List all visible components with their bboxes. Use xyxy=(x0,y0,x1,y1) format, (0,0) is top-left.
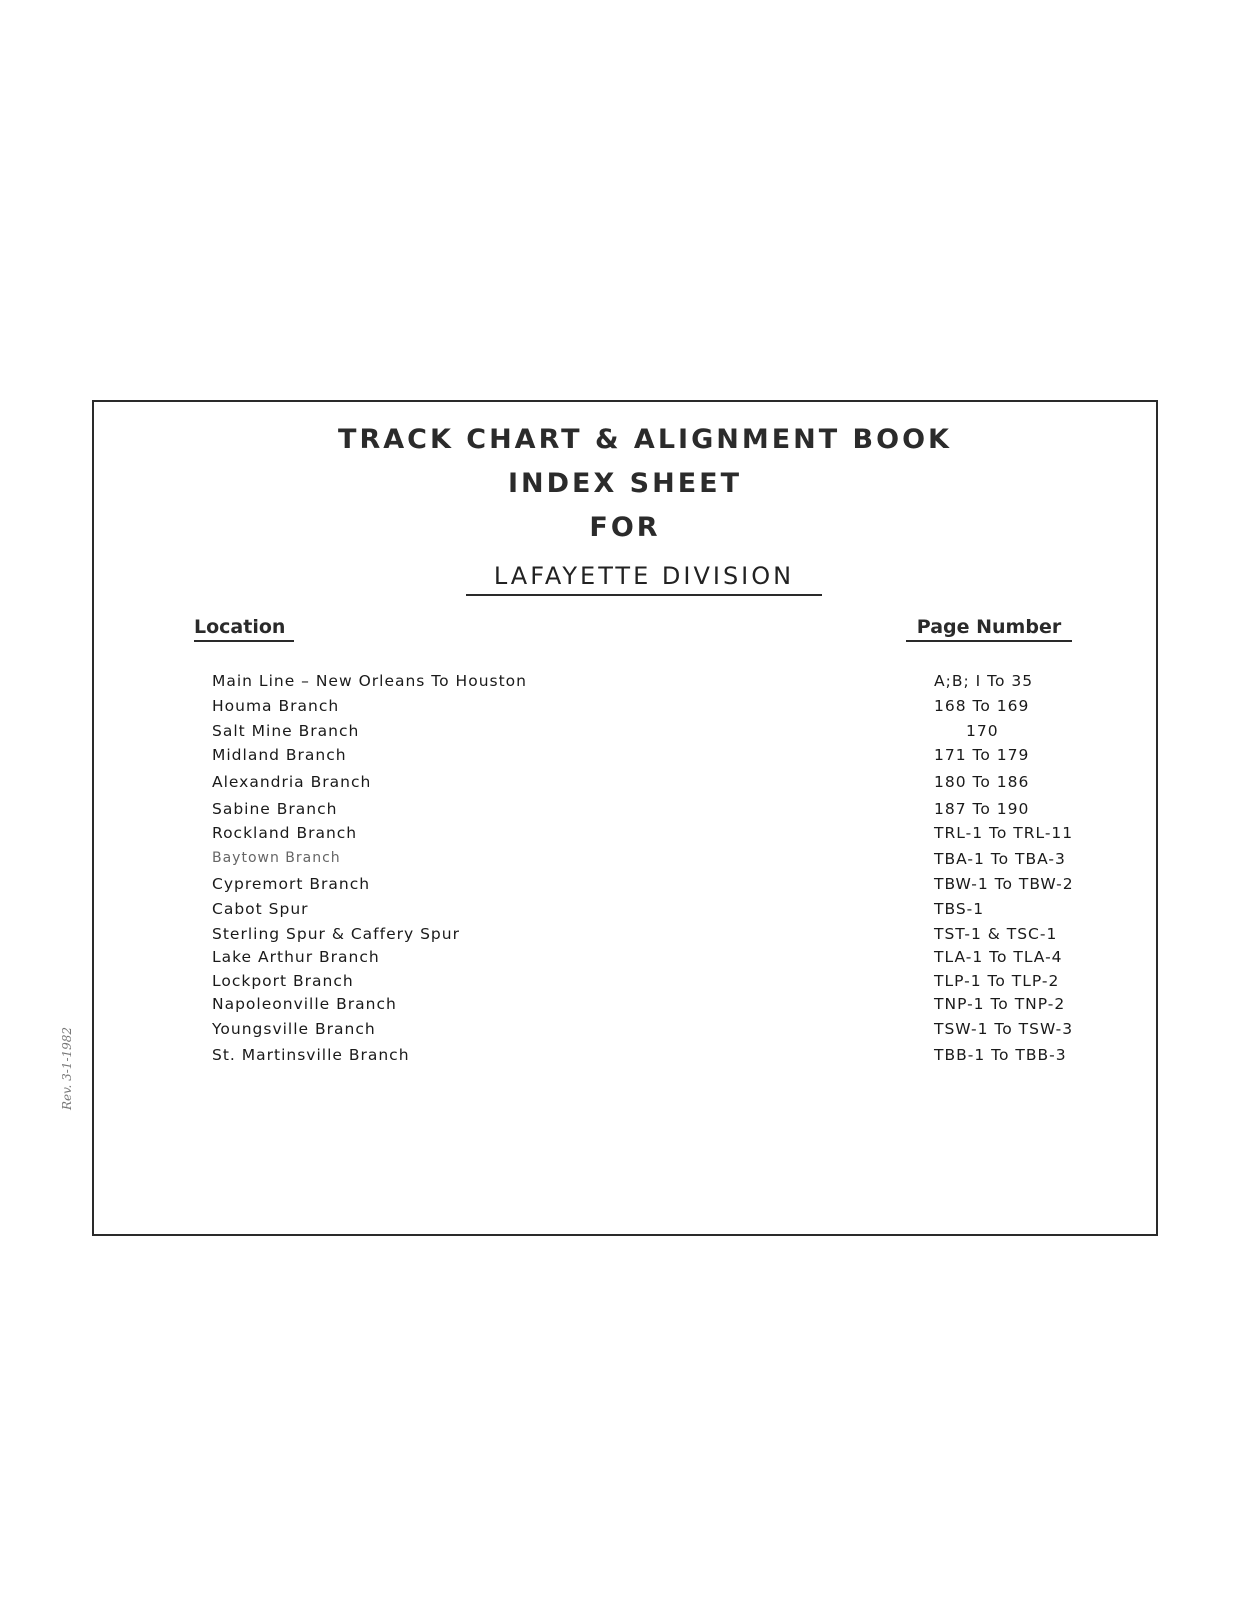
location-cell: Youngsville Branch xyxy=(212,1020,376,1038)
page-number-column-header: Page Number xyxy=(906,616,1072,642)
title-line-1: TRACK CHART & ALIGNMENT BOOK xyxy=(338,424,952,455)
page-cell: TST-1 & TSC-1 xyxy=(934,925,1058,943)
location-cell: Alexandria Branch xyxy=(212,773,372,791)
page-cell: TNP-1 To TNP-2 xyxy=(934,995,1066,1013)
location-cell: Salt Mine Branch xyxy=(212,722,360,740)
title-block xyxy=(94,418,1156,550)
table-row xyxy=(94,875,1156,899)
page-cell: TBW-1 To TBW-2 xyxy=(934,875,1074,893)
page-cell: A;B; I To 35 xyxy=(934,672,1034,690)
table-row xyxy=(94,948,1156,972)
page-cell: TLA-1 To TLA-4 xyxy=(934,948,1063,966)
location-cell: Midland Branch xyxy=(212,746,347,764)
division-name: LAFAYETTE DIVISION xyxy=(466,562,822,596)
title-line-2: INDEX SHEET xyxy=(507,468,743,499)
location-cell: Sabine Branch xyxy=(212,800,338,818)
location-cell: Cabot Spur xyxy=(212,900,309,918)
table-row xyxy=(94,697,1156,721)
revision-note: Rev. 3-1-1982 xyxy=(60,1026,74,1110)
location-column-header: Location xyxy=(194,616,294,642)
page-cell: TBA-1 To TBA-3 xyxy=(934,850,1066,868)
page-cell: 187 To 190 xyxy=(934,800,1030,818)
table-row xyxy=(94,972,1156,996)
location-cell: Lake Arthur Branch xyxy=(212,948,380,966)
location-cell: Houma Branch xyxy=(212,697,340,715)
table-row xyxy=(94,824,1156,848)
page-cell: 171 To 179 xyxy=(934,746,1030,764)
index-sheet-frame xyxy=(92,400,1158,1236)
table-row xyxy=(94,925,1156,949)
table-row xyxy=(94,773,1156,797)
page-cell: TLP-1 To TLP-2 xyxy=(934,972,1060,990)
table-row xyxy=(94,900,1156,924)
page-cell: 168 To 169 xyxy=(934,697,1030,715)
location-cell: Cypremort Branch xyxy=(212,875,371,893)
table-row xyxy=(94,722,1156,746)
table-row xyxy=(94,746,1156,770)
table-row xyxy=(94,1046,1156,1070)
location-cell: Main Line – New Orleans To Houston xyxy=(212,672,527,690)
page-cell: TRL-1 To TRL-11 xyxy=(934,824,1074,842)
page-cell: 180 To 186 xyxy=(934,773,1030,791)
location-cell: Baytown Branch xyxy=(212,850,341,866)
table-row xyxy=(94,995,1156,1019)
location-cell: Napoleonville Branch xyxy=(212,995,397,1013)
page-cell: TBB-1 To TBB-3 xyxy=(934,1046,1067,1064)
table-row xyxy=(94,800,1156,824)
location-cell: Lockport Branch xyxy=(212,972,354,990)
location-cell: St. Martinsville Branch xyxy=(212,1046,410,1064)
title-line-3: FOR xyxy=(589,512,661,543)
page-cell: 170 xyxy=(966,722,999,740)
table-row xyxy=(94,672,1156,696)
page-cell: TSW-1 To TSW-3 xyxy=(934,1020,1074,1038)
location-cell: Sterling Spur & Caffery Spur xyxy=(212,925,460,943)
table-row xyxy=(94,850,1156,874)
page-cell: TBS-1 xyxy=(934,900,985,918)
location-cell: Rockland Branch xyxy=(212,824,358,842)
table-row xyxy=(94,1020,1156,1044)
